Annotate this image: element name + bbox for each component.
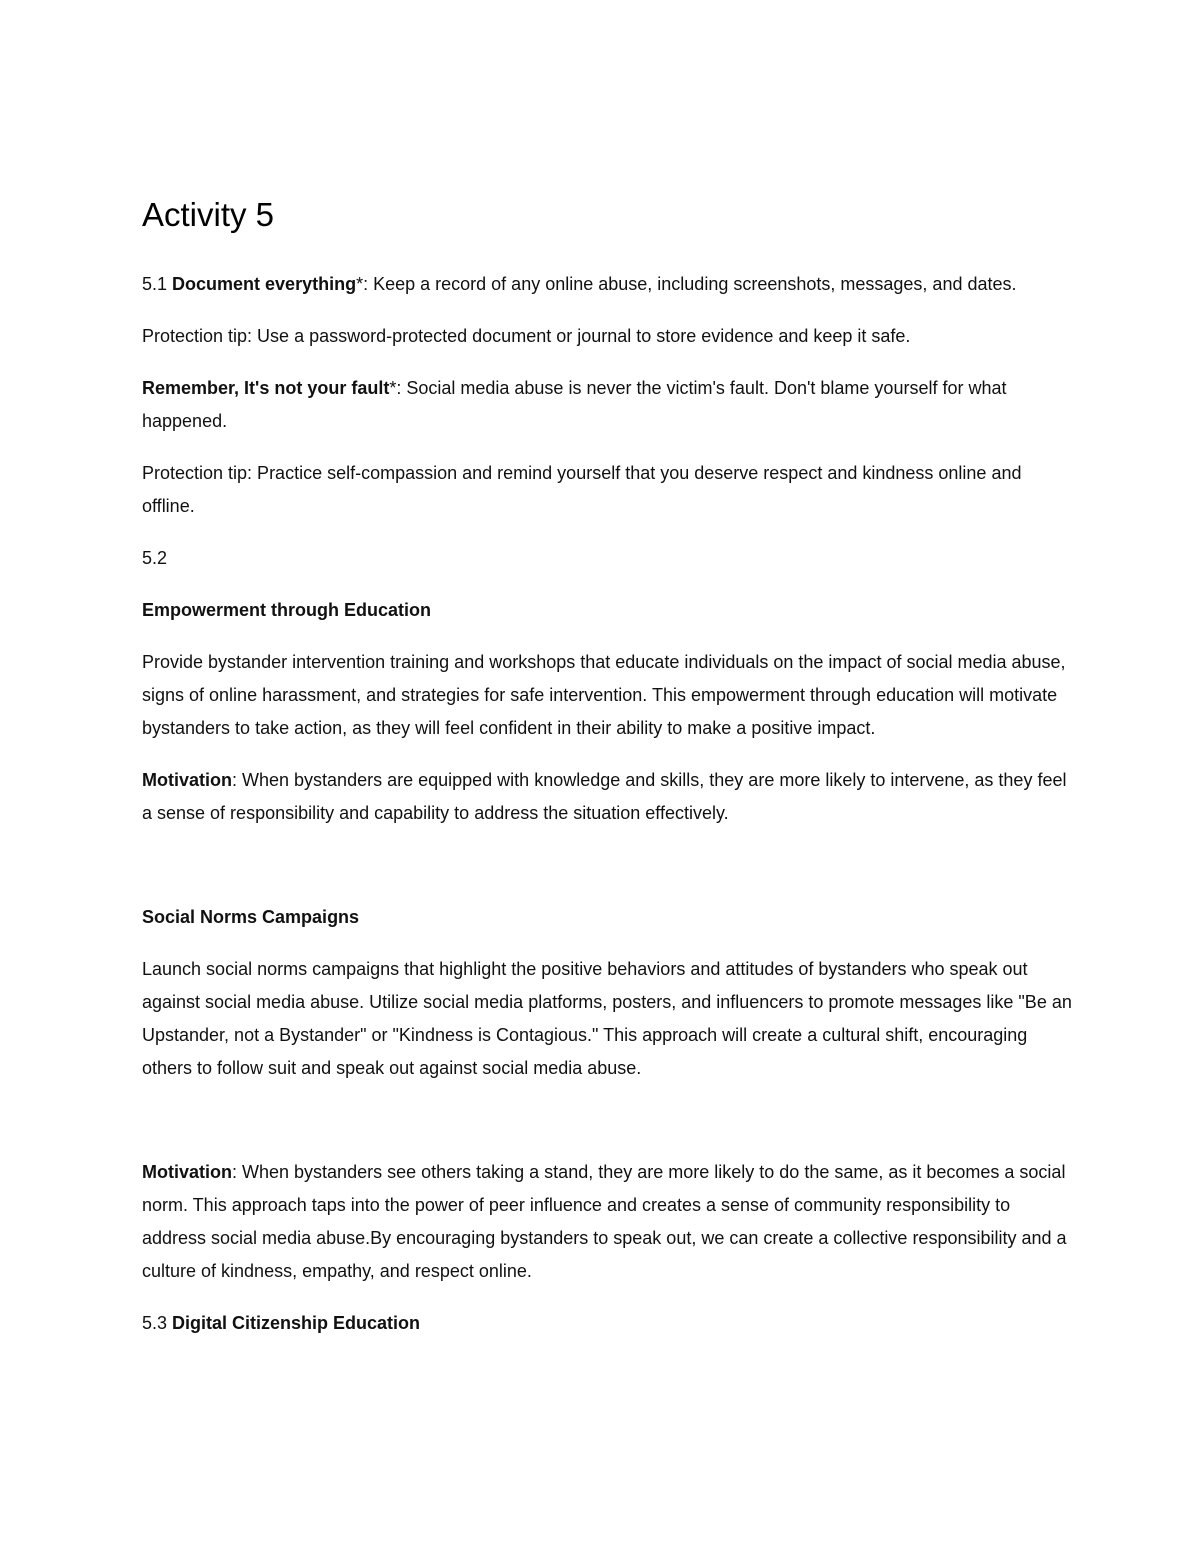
norms-heading (142, 901, 1072, 934)
remember-heading: Remember, It's not your fault (142, 378, 390, 398)
motivation-colon: : (232, 770, 243, 790)
norms-motivation (142, 1156, 1072, 1288)
norms-heading-text: Social Norms Campaigns (142, 907, 360, 927)
norms-body: Launch social norms campaigns that highlight the positive behaviors and attitudes of bystanders who speak out against social media abuse. Utilize social media platforms, posters, and influencers to promote messages like "Be an Upstander, not a Bystander" or "Kindness is Contagious." This approach will create a cultural shift, encouraging others to follow suit and speak out against social media abuse. (142, 959, 1072, 1078)
empowerment-body: Provide bystander intervention training and workshops that educate individuals on the impact of social media abuse, signs of online harassment, and strategies for safe intervention. This empowerment through education will motivate bystanders to take action, as they will feel confident in their ability to make a positive impact. (142, 652, 1066, 738)
section-5-1 (142, 268, 1072, 301)
protection-tip-1: Protection tip: Use a password-protected document or journal to store evidence and keep it safe. (142, 326, 911, 346)
section-heading: Digital Citizenship Education (172, 1313, 421, 1333)
section-heading: Document everything (172, 274, 357, 294)
remember-text: Social media abuse is never the victim's fault. Don't blame yourself for what happened. (142, 378, 1007, 431)
motivation-colon: : (232, 1162, 243, 1182)
section-text: Keep a record of any online abuse, including screenshots, messages, and dates. (373, 274, 1017, 294)
blank-line (142, 849, 1072, 901)
motivation-text: When bystanders see others taking a stand, they are more likely to do the same, as it becomes a social norm. This approach taps into the power of peer influence and creates a sense of community responsibility to address social media abuse.By encouraging bystanders to speak out, we can create a collective responsibility and a culture of kindness, empathy, and respect online. (142, 1162, 1067, 1281)
document-body (142, 190, 1072, 1359)
motivation-label: Motivation (142, 1162, 232, 1182)
protection-tip-2: Protection tip: Practice self-compassion and remind yourself that you deserve respect and kindness online and offline. (142, 463, 1022, 516)
page-title: Activity 5 (142, 196, 275, 233)
asterisk: *: (389, 378, 407, 398)
blank-line (142, 1104, 1072, 1156)
empowerment-heading (142, 594, 1072, 627)
asterisk: *: (356, 274, 374, 294)
section-number: 5.1 (142, 274, 173, 294)
section-5-3 (142, 1307, 1072, 1340)
empowerment-motivation (142, 764, 1072, 830)
motivation-label: Motivation (142, 770, 232, 790)
remember-paragraph (142, 372, 1072, 438)
motivation-text: When bystanders are equipped with knowledge and skills, they are more likely to intervene, as they feel a sense of responsibility and capability to address the situation effectively. (142, 770, 1067, 823)
section-number: 5.3 (142, 1313, 173, 1333)
section-5-2-label: 5.2 (142, 548, 168, 568)
empowerment-heading-text: Empowerment through Education (142, 600, 432, 620)
